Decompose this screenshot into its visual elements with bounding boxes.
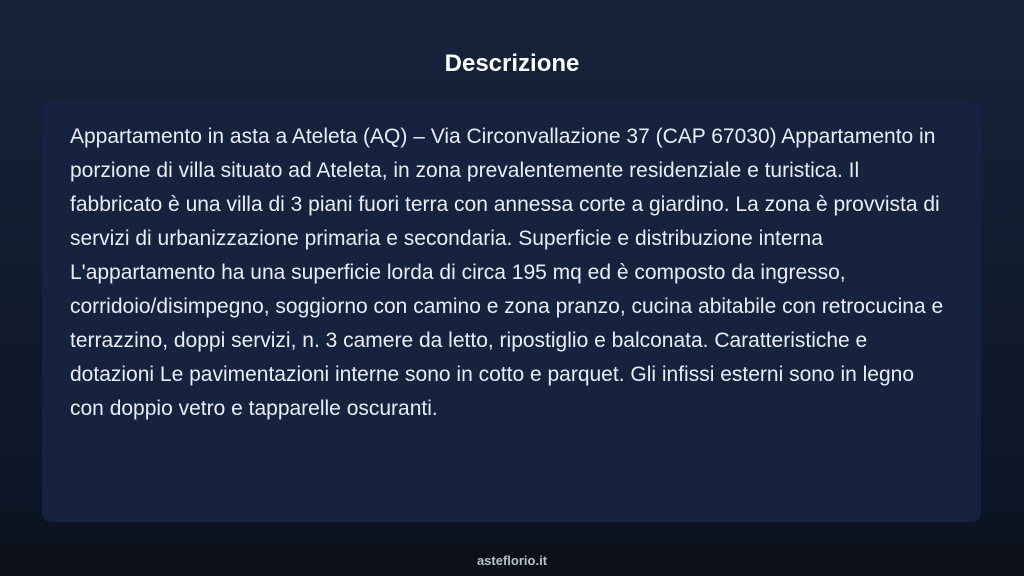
description-text: Appartamento in asta a Ateleta (AQ) – Via Circonvallazione 37 (CAP 67030) Appartamento in porzione di villa situato ad Ateleta, in zona prevalentemente residenziale e turistica. Il fabbricato è una villa di 3 piani fuori terra con annessa corte a giardino. La zona è provvista di servizi di urbanizzazione primaria e secondaria. Superficie e distribuzione interna L'appartamento ha una superficie lorda di circa 195 mq ed è composto da ingresso, corridoio/disimpegno, soggiorno con camino e zona pranzo, cucina abitabile con retrocucina e terrazzino, doppi servizi, n. 3 camere da letto, ripostiglio e balconata. Caratteristiche e dotazioni Le pavimentazioni interne sono in cotto e parquet. Gli infissi esterni sono in legno con doppio vetro e tapparelle oscuranti.: [70, 125, 944, 420]
footer-bar: [0, 544, 1024, 576]
page-title: Descrizione: [444, 50, 580, 77]
site-name: asteflorio.it: [476, 552, 548, 568]
description-card: [42, 101, 981, 522]
